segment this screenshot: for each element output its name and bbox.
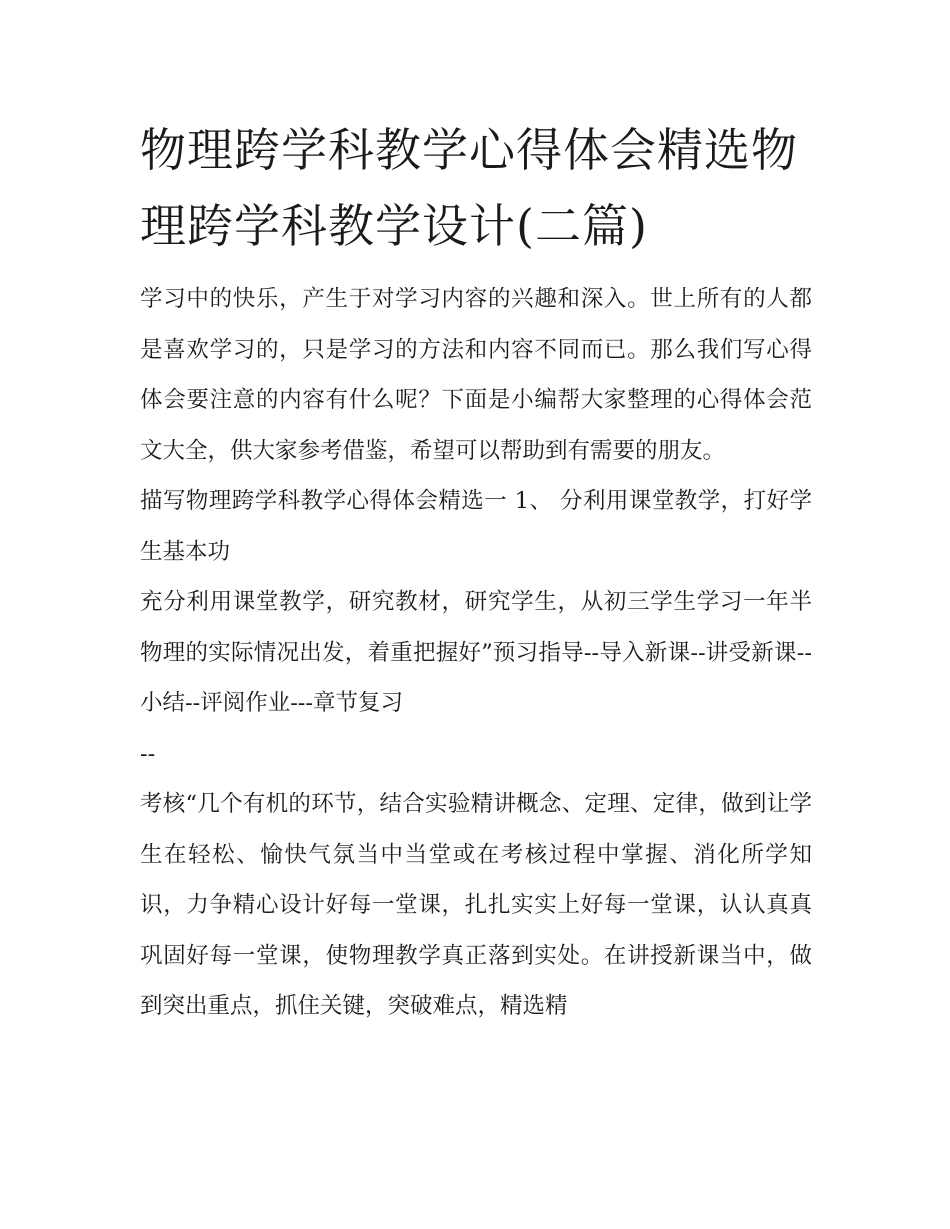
paragraph-classroom-teaching: 充分利用课堂教学，研究教材，研究学生，从初三学生学习一年半物理的实际情况出发，着重把握好”预习指导--导入新课--讲受新课--小结--评阅作业---章节复习 bbox=[140, 589, 812, 716]
document-body bbox=[140, 274, 812, 1032]
paragraph-section-heading: 描写物理跨学科教学心得体会精选一 1、 分利用课堂教学，打好学生基本功 bbox=[140, 488, 812, 565]
paragraph-intro: 学习中的快乐，产生于对学习内容的兴趣和深入。世上所有的人都是喜欢学习的，只是学习的方法和内容不同而已。那么我们写心得体会要注意的内容有什么呢？下面是小编帮大家整理的心得体会范文大全，供大家参考借鉴，希望可以帮助到有需要的朋友。 bbox=[140, 286, 812, 464]
paragraph-assessment: 考核“几个有机的环节，结合实验精讲概念、定理、定律，做到让学生在轻松、愉快气氛当中当堂或在考核过程中掌握、消化所学知识，力争精心设计好每一堂课，扎扎实实上好每一堂课，认认真真巩固好每一堂课，使物理教学真正落到实处。在讲授新课当中，做到突出重点，抓住关键，突破难点，精选精 bbox=[140, 791, 812, 1019]
paragraph-dashes: -- bbox=[140, 740, 156, 767]
document-title: 物理跨学科教学心得体会精选物理跨学科教学设计(二篇) bbox=[140, 123, 798, 253]
